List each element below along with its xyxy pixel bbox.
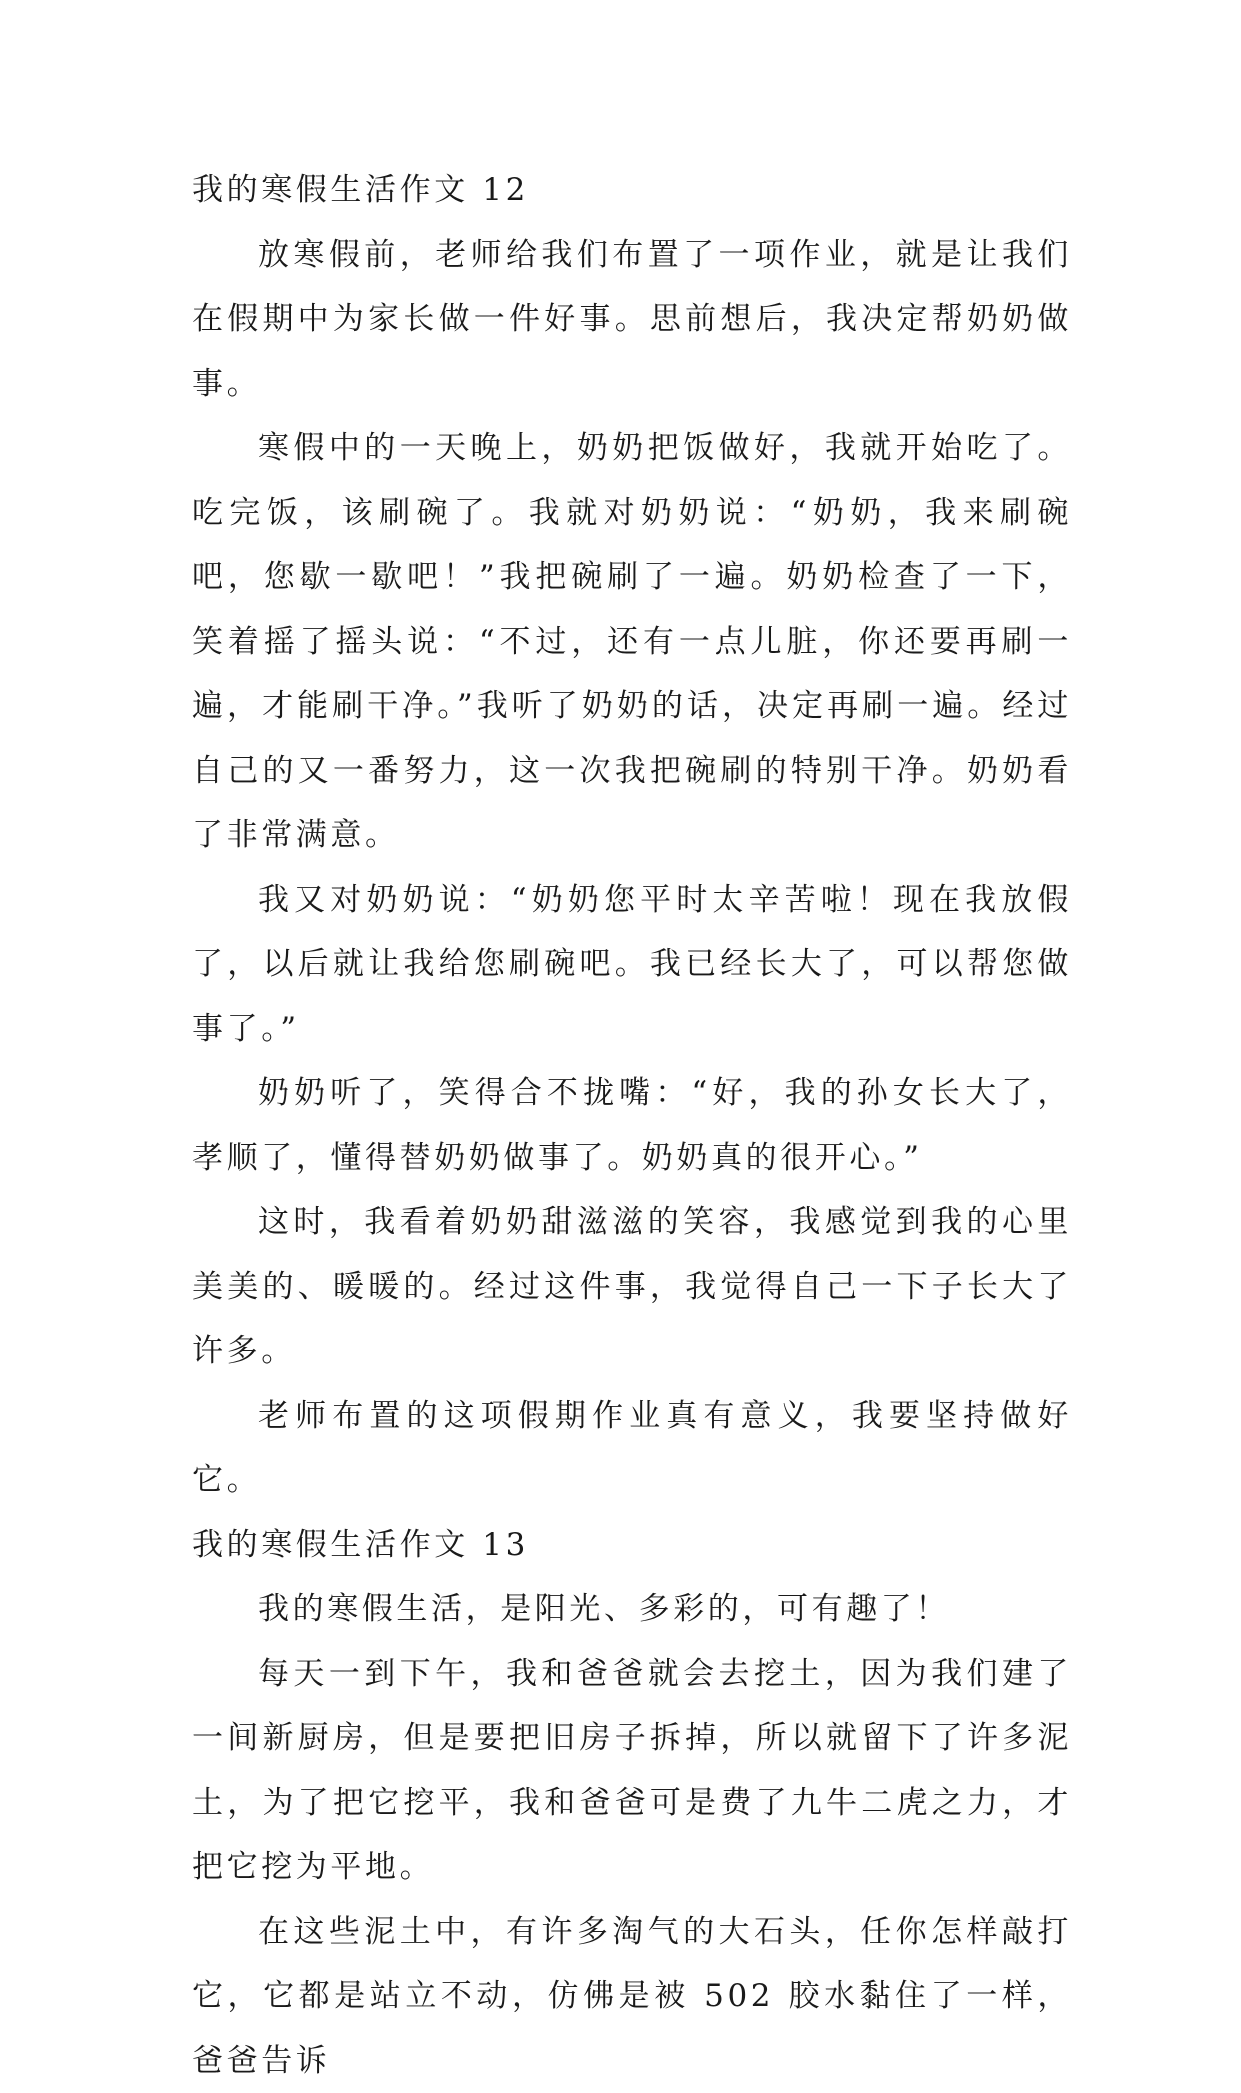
paragraph: 这时，我看着奶奶甜滋滋的笑容，我感觉到我的心里美美的、暖暖的。经过这件事，我觉得自己一下子长大了许多。 — [192, 1190, 1072, 1384]
section-title: 我的寒假生活作文 12 — [192, 158, 1072, 223]
paragraph: 奶奶听了，笑得合不拢嘴：“好，我的孙女长大了，孝顺了，懂得替奶奶做事了。奶奶真的很开心。” — [192, 1061, 1072, 1190]
document-body — [192, 158, 1072, 2093]
paragraph: 我又对奶奶说：“奶奶您平时太辛苦啦！现在我放假了，以后就让我给您刷碗吧。我已经长大了，可以帮您做事了。” — [192, 868, 1072, 1062]
paragraph: 老师布置的这项假期作业真有意义，我要坚持做好它。 — [192, 1384, 1072, 1513]
section-title: 我的寒假生活作文 13 — [192, 1513, 1072, 1578]
paragraph: 在这些泥土中，有许多淘气的大石头，任你怎样敲打它，它都是站立不动，仿佛是被 502 胶水黏住了一样，爸爸告诉 — [192, 1900, 1072, 2093]
paragraph: 寒假中的一天晚上，奶奶把饭做好，我就开始吃了。吃完饭，该刷碗了。我就对奶奶说：“奶奶，我来刷碗吧，您歇一歇吧！”我把碗刷了一遍。奶奶检查了一下，笑着摇了摇头说：“不过，还有一点儿脏，你还要再刷一遍，才能刷干净。”我听了奶奶的话，决定再刷一遍。经过自己的又一番努力，这一次我把碗刷的特别干净。奶奶看了非常满意。 — [192, 416, 1072, 868]
paragraph: 我的寒假生活，是阳光、多彩的，可有趣了！ — [192, 1577, 1072, 1642]
paragraph: 放寒假前，老师给我们布置了一项作业，就是让我们在假期中为家长做一件好事。思前想后，我决定帮奶奶做事。 — [192, 223, 1072, 417]
paragraph: 每天一到下午，我和爸爸就会去挖土，因为我们建了一间新厨房，但是要把旧房子拆掉，所以就留下了许多泥土，为了把它挖平，我和爸爸可是费了九牛二虎之力，才把它挖为平地。 — [192, 1642, 1072, 1900]
